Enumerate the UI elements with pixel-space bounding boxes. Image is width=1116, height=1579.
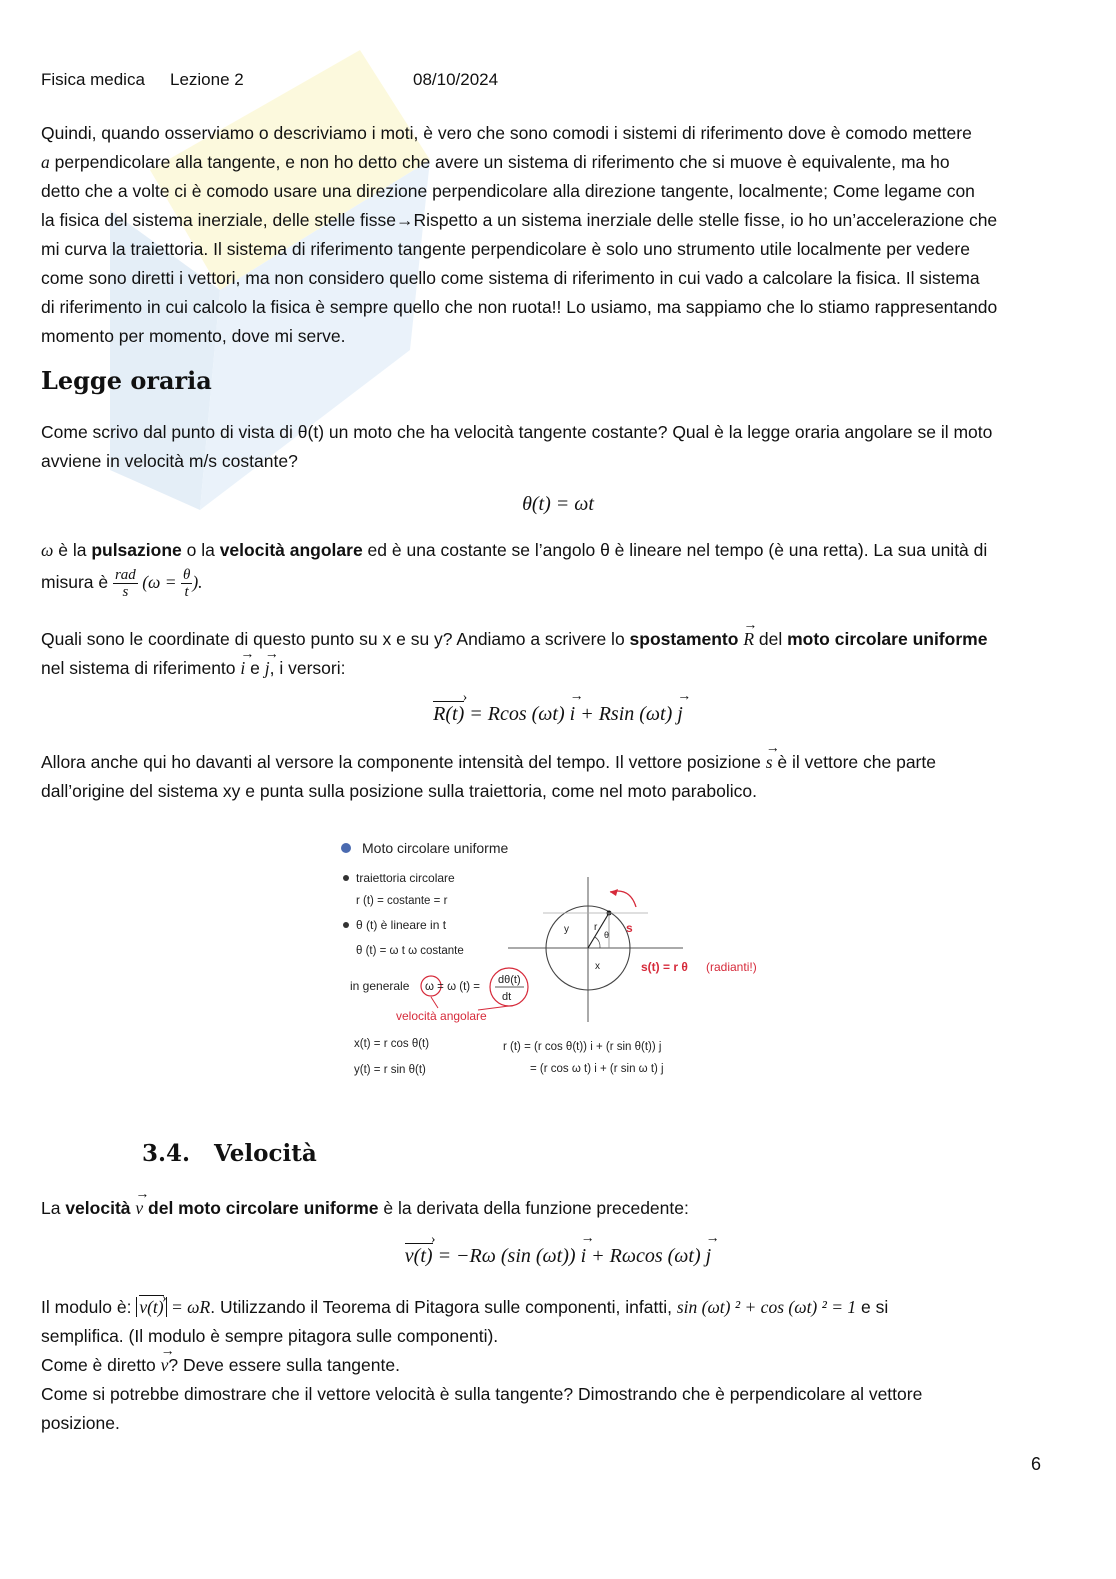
paragraph-intro — [41, 119, 1054, 351]
text-line: detto che a volte ci è comodo usare una direzione perpendicolare alla direzione tangente, localmente; Come legame con — [41, 181, 975, 201]
fig-omega-def: ω = ω (t) = — [425, 981, 481, 993]
paragraph-spostamento — [41, 625, 1054, 683]
text-line: Come è diretto → v? Deve essere sulla tangente. — [41, 1351, 1054, 1380]
paragraph-modulo — [41, 1293, 1054, 1438]
fig-bullet1-sub: r (t) = costante = r — [356, 895, 448, 907]
text-line: Come scrivo dal punto di vista di θ(t) un moto che ha velocità tangente costante? Qual è la legge oraria angolare se il moto — [41, 422, 993, 442]
fig-dtheta: dθ(t) — [498, 974, 521, 986]
text-line: Quali sono le coordinate di questo punto su x e su y? Andiamo a scrivere lo spostamento → R del moto circolare uniforme — [41, 625, 1054, 654]
header-lesson: Lezione 2 — [170, 70, 244, 89]
fraction-theta-t: $\frac{\theta}{t}$ — [182, 567, 191, 600]
fig-bullet2-sub: θ (t) = ω t ω costante — [356, 945, 464, 957]
text-line: mi curva la traiettoria. Il sistema di riferimento tangente perpendicolare è solo uno strumento utile localmente per vedere — [41, 239, 970, 259]
bullet-icon — [343, 922, 349, 928]
fig-dt: dt — [502, 991, 512, 1003]
text-line: posizione. — [41, 1413, 120, 1433]
header-course: Fisica medica — [41, 70, 145, 89]
equation-velocity: v(t) › = −Rω (sin (ωt)) → i + Rωcos (ωt) → j — [0, 1245, 1116, 1268]
bullet-icon — [341, 843, 351, 853]
paragraph-velocita — [41, 1194, 1054, 1223]
text-line: ω è la pulsazione o la velocità angolare ed è una costante se l’angolo θ è lineare nel tempo (è una retta). La sua unità di — [41, 540, 988, 560]
equation-position-vector: R(t) › = Rcos (ωt) → i + Rsin (ωt) → j — [0, 703, 1116, 726]
equation-theta: θ(t) = ωt — [522, 493, 594, 515]
text-line: La velocità → v del moto circolare uniforme è la derivata della funzione precedente: — [41, 1194, 1054, 1223]
fig-general: in generale — [350, 979, 410, 993]
fig-r-eq2: = (r cos ω t) i + (r sin ω t) j — [530, 1063, 664, 1075]
text-line: come sono diretti i vettori, ma non considero quello come sistema di riferimento in cui vado a calcolare la fisica. Il sistema — [41, 268, 980, 288]
page-number: 6 — [1031, 1454, 1042, 1474]
fig-label-theta: θ — [604, 930, 610, 940]
text-line: Quindi, quando osserviamo o descriviamo i moti, è vero che sono comodi i sistemi di riferimento dove è comodo mettere — [41, 123, 972, 143]
fig-bullet2: θ (t) è lineare in t — [356, 918, 447, 932]
fig-label-x: x — [595, 961, 600, 972]
paragraph-legge-oraria — [41, 418, 1054, 476]
text-line: Allora anche qui ho davanti al versore la componente intensità del tempo. Il vettore posizione → s è il vettore che parte — [41, 748, 1054, 777]
fig-vel-ang: velocità angolare — [396, 1009, 487, 1023]
section-title-legge-oraria: Legge oraria — [41, 366, 212, 395]
text-line: la fisica del sistema inerziale, delle stelle fisse→Rispetto a un sistema inerziale delle stelle fisse, io ho un’accelerazione che — [41, 210, 998, 230]
text-line: dall’origine del sistema xy e punta sulla posizione sulla traiettoria, come nel moto parabolico. — [41, 781, 757, 801]
fig-title: Moto circolare uniforme — [362, 840, 509, 856]
fig-label-s: s — [626, 921, 633, 935]
text-line: a perpendicolare alla tangente, e non ho detto che avere un sistema di riferimento che si muove è equivalente, ma ho — [41, 152, 950, 172]
text-line: misura è $\frac{\text{rad}}{s}$ (ω = $\frac{\theta}{t}$ ). — [41, 567, 203, 600]
text-line: Il modulo è: v(t) › = ωR. Utilizzando il Teorema di Pitagora sulle componenti, infatti, sin (ωt) ² + cos (ωt) ² = 1 e si — [41, 1293, 1054, 1322]
fig-label-r: r — [594, 922, 598, 933]
fig-r-eq1: r (t) = (r cos θ(t)) i + (r sin θ(t)) j — [503, 1041, 662, 1053]
fraction-rad-s: $\frac{\text{rad}}{s}$ — [114, 567, 136, 600]
fig-s-eq: s(t) = r θ — [641, 960, 688, 974]
fig-radianti: (radianti!) — [706, 960, 757, 974]
text-line: nel sistema di riferimento → i e → j, i versori: — [41, 654, 1054, 683]
text-line: Come si potrebbe dimostrare che il vettore velocità è sulla tangente? Dimostrando che è perpendicolare al vettore — [41, 1384, 923, 1404]
paragraph-vettore-posizione — [41, 748, 1054, 806]
fig-y-eq: y(t) = r sin θ(t) — [354, 1064, 426, 1076]
paragraph-pulsazione — [41, 536, 1054, 600]
text-line: avviene in velocità m/s costante? — [41, 451, 298, 471]
text-line: semplifica. (Il modulo è sempre pitagora sulle componenti). — [41, 1326, 499, 1346]
text-line: di riferimento in cui calcolo la fisica è sempre quello che non ruota!! Lo usiamo, ma sappiamo che lo stiamo rappresentando — [41, 297, 998, 317]
bullet-icon — [343, 875, 349, 881]
fig-label-y: y — [564, 924, 569, 935]
text-line: momento per momento, dove mi serve. — [41, 326, 346, 346]
header-date: 08/10/2024 — [413, 70, 499, 89]
fig-bullet1: traiettoria circolare — [356, 871, 455, 885]
fig-x-eq: x(t) = r cos θ(t) — [354, 1038, 430, 1050]
section-title-velocita: 3.4. Velocità — [142, 1140, 317, 1167]
figure-moto-circolare — [338, 832, 768, 1087]
